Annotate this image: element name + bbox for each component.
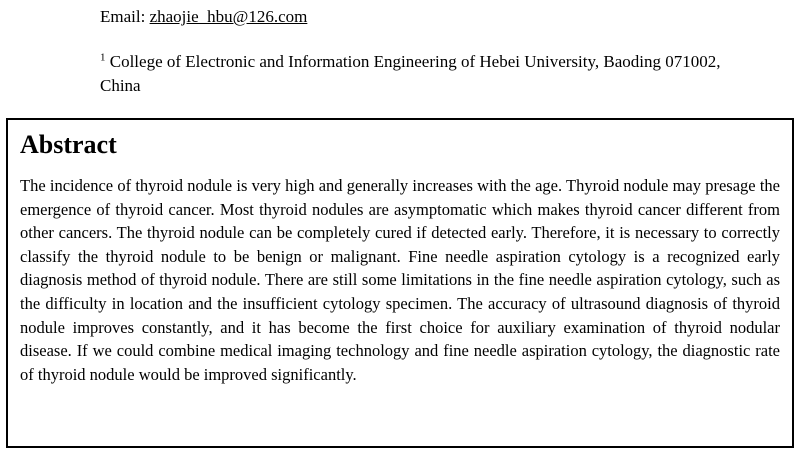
affiliation-line xyxy=(0,28,800,98)
email-line xyxy=(0,0,800,28)
affiliation-text: College of Electronic and Information Engineering of Hebei University, Baoding 071002, China xyxy=(100,52,721,95)
email-label: Email: xyxy=(100,7,150,26)
email-address-link[interactable]: zhaojie_hbu@126.com xyxy=(149,7,308,26)
affiliation-marker: 1 xyxy=(100,51,106,64)
abstract-body-text: The incidence of thyroid nodule is very high and generally increases with the age. Thyroid nodule may presage the emergence of thyroid cancer. Most thyroid nodules are asymptomatic which makes thyroid cancer different from other cancers. The thyroid nodule can be completely cured if detected early. Therefore, it is necessary to correctly classify the thyroid nodule to be benign or malignant. Fine needle aspiration cytology is a recognized early diagnosis method of thyroid nodule. There are still some limitations in the fine needle aspiration cytology, such as the difficulty in location and the insufficient cytology specimen. The accuracy of ultrasound diagnosis of thyroid nodule improves constantly, and it has become the first choice for auxiliary examination of thyroid nodular disease. If we could combine medical imaging technology and fine needle aspiration cytology, the diagnostic rate of thyroid nodule would be improved significantly. xyxy=(20,176,780,384)
abstract-heading: Abstract xyxy=(20,130,117,159)
author-header xyxy=(0,0,800,98)
abstract-section xyxy=(6,118,794,448)
